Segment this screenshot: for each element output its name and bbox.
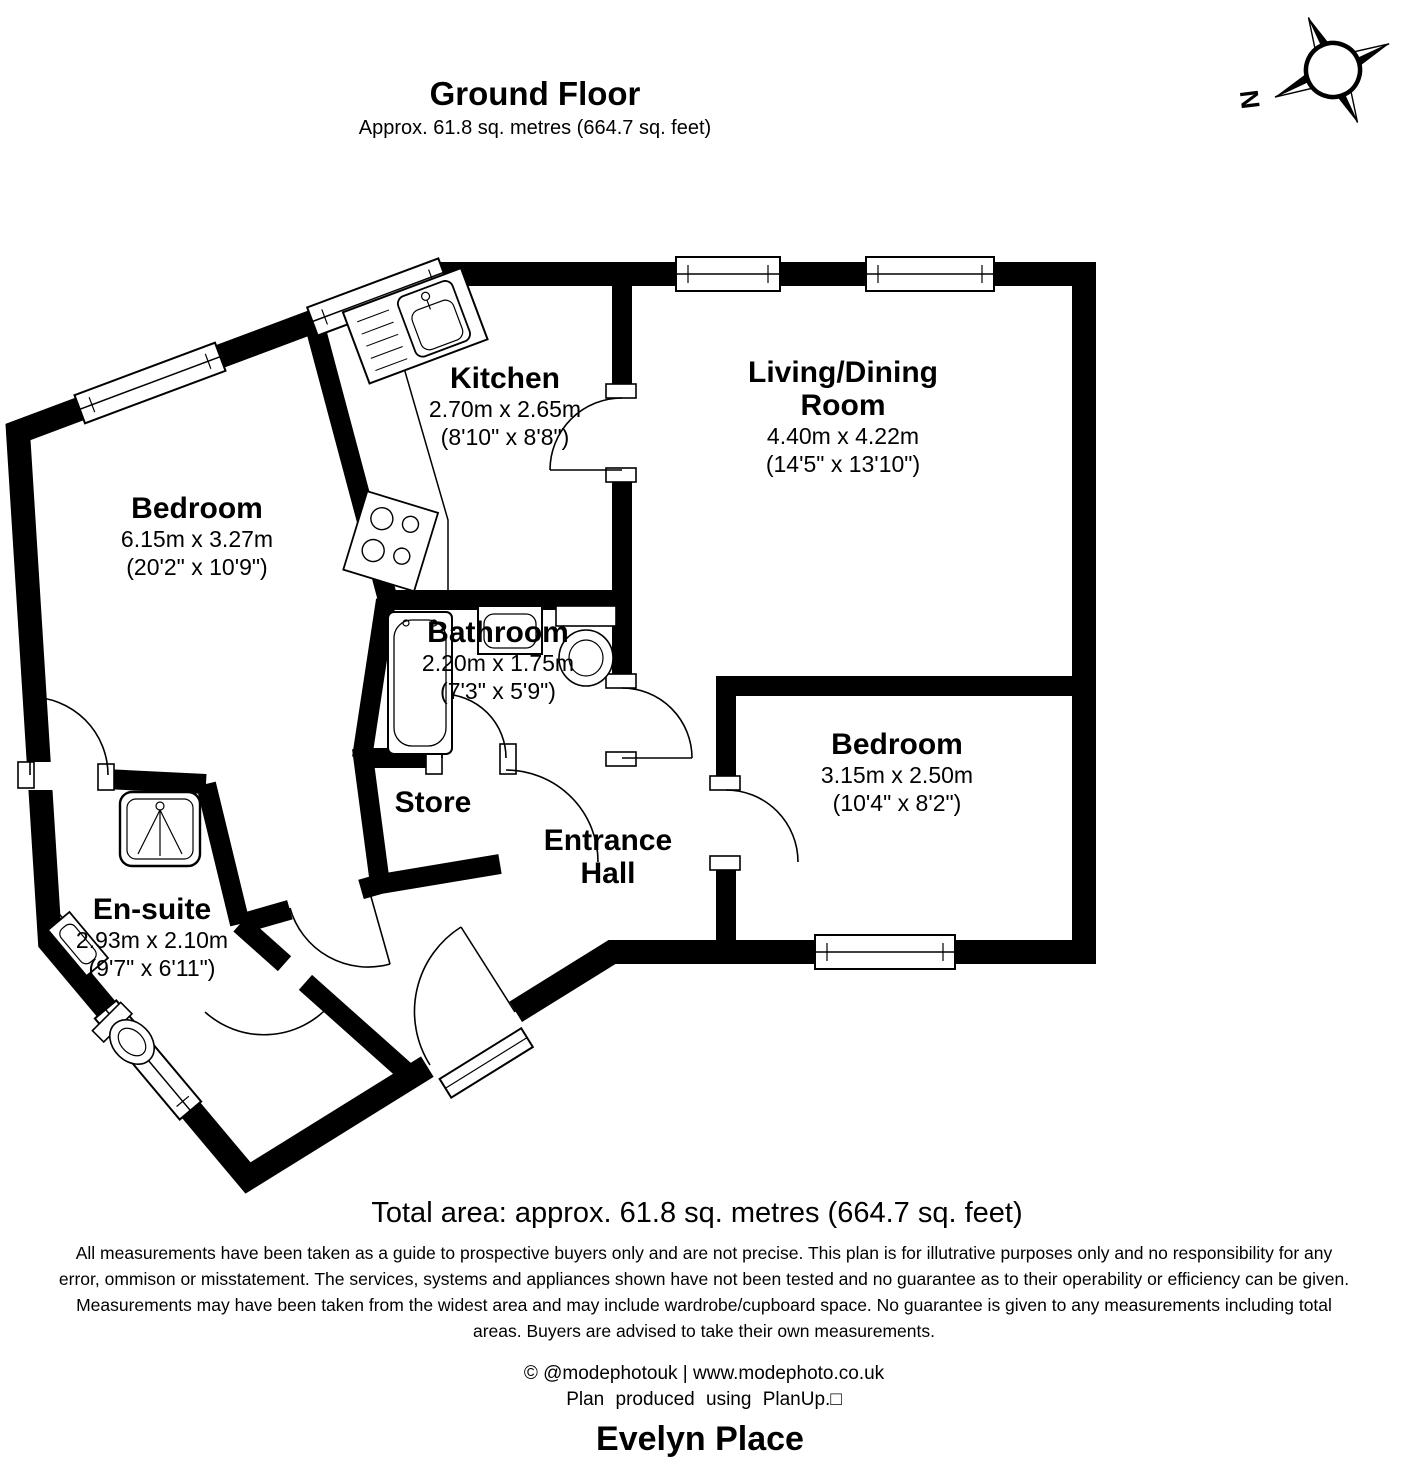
room-imperial: (14'5" x 13'10") [765, 451, 921, 477]
page-subtitle: Approx. 61.8 sq. metres (664.7 sq. feet) [358, 117, 712, 139]
room-name: Bedroom [831, 728, 963, 761]
room-label-kitchen [429, 362, 581, 451]
room-label-bedroom-left [121, 492, 273, 581]
room-name: Entrance Hall [543, 824, 673, 890]
window-living-2 [866, 257, 994, 291]
room-imperial: (9'7" x 6'11") [88, 955, 216, 981]
room-imperial: (20'2" x 10'9") [126, 554, 268, 580]
window-living-1 [676, 257, 780, 291]
total-area: Total area: approx. 61.8 sq. metres (664.7 sq. feet) [371, 1197, 1023, 1229]
room-name: Living/Dining Room [748, 356, 938, 422]
room-metric: 2.93m x 2.10m [75, 927, 229, 953]
room-name: Bedroom [131, 492, 263, 525]
room-metric: 4.40m x 4.22m [766, 423, 920, 449]
room-name: En-suite [92, 893, 212, 926]
room-label-bedroom-right [821, 728, 973, 817]
compass-north-label: N [1233, 88, 1266, 111]
room-label-entrance-hall [518, 824, 698, 890]
credit-line: © @modephotouk | www.modephoto.co.uk [523, 1363, 885, 1384]
room-imperial: (7'3" x 5'9") [440, 678, 556, 704]
page-title: Ground Floor [429, 75, 641, 112]
room-name: Bathroom [427, 616, 569, 649]
compass-rose [1250, 0, 1408, 150]
window-bedroom-left-1 [74, 343, 225, 424]
room-label-ensuite [76, 893, 228, 982]
room-name: Store [394, 786, 472, 819]
disclaimer-text: All measurements have been taken as a guide to prospective buyers only and are not precise. This plan is for illutrative purposes only and no responsibility for any error, ommison or misstatement. The services, systems and appliances shown have not been tested and no guarantee as to their operability or efficiency can be given. Measurements may have been taken from the widest area and may include wardrobe/cupboard space. No guarantee is given to any measurements including total areas. Buyers are advised to take their own measurements. [58, 1243, 1350, 1341]
room-name: Kitchen [449, 362, 561, 395]
room-metric: 2.20m x 1.75m [421, 650, 575, 676]
room-label-living-dining [723, 356, 963, 478]
room-label-store [395, 786, 472, 819]
shower [120, 792, 200, 866]
produced-line: Plan produced using PlanUp.□ [566, 1389, 842, 1410]
property-name: Evelyn Place [596, 1420, 804, 1458]
room-metric: 6.15m x 3.27m [120, 526, 274, 552]
room-metric: 2.70m x 2.65m [428, 396, 582, 422]
room-imperial: (8'10" x 8'8") [440, 424, 570, 450]
window-bedroom-right [815, 935, 955, 969]
room-label-bathroom [422, 616, 574, 705]
room-imperial: (10'4" x 8'2") [832, 790, 962, 816]
room-metric: 3.15m x 2.50m [820, 762, 974, 788]
